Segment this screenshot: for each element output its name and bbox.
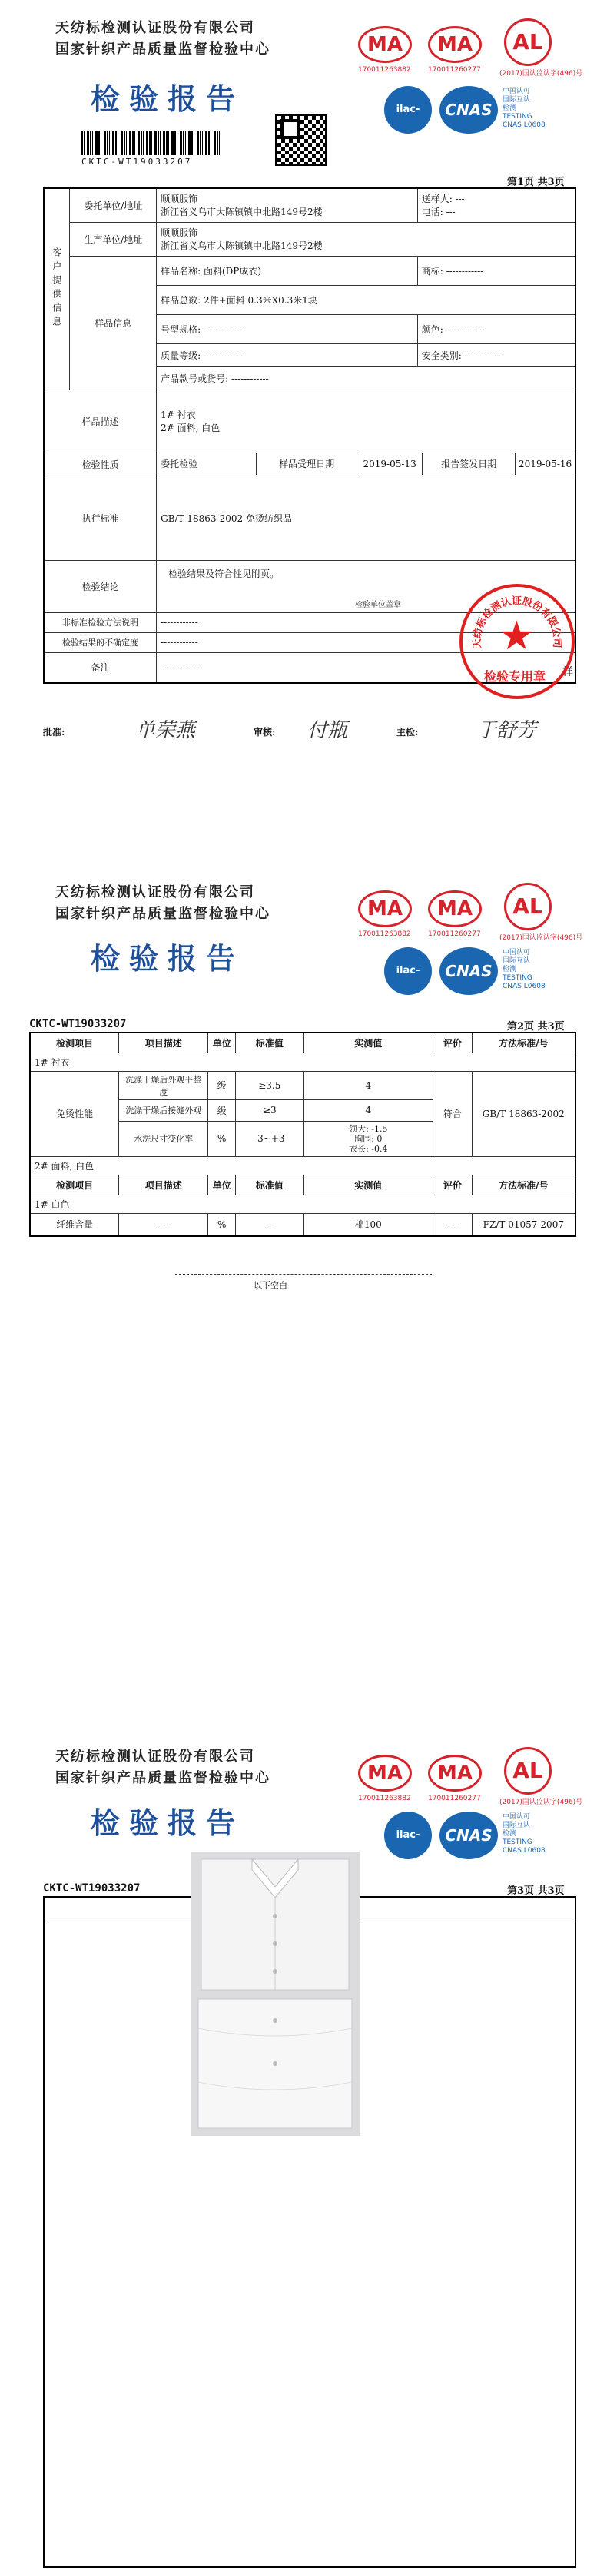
batch-label: 产品款号或货号: xyxy=(161,373,229,384)
item-std: ≥3 xyxy=(236,1099,304,1121)
remark-value: ------------ xyxy=(157,652,575,683)
safety-label: 安全类别: xyxy=(421,350,462,361)
col-header: 检测项目 xyxy=(30,1175,119,1195)
desc-line-1: 1# 衬衣 xyxy=(161,409,196,420)
org-name-line2: 国家针织产品质量监督检验中心 xyxy=(55,1770,270,1786)
cnas-line: TESTING xyxy=(503,974,532,982)
cma-logo: MA xyxy=(358,26,412,63)
cma-logo: MA xyxy=(358,890,412,927)
concl-value: 检验结果及符合性见附页。 xyxy=(168,568,280,579)
item-eval: 符合 xyxy=(433,1071,473,1156)
maker-label: 生产单位/地址 xyxy=(70,222,157,256)
cnas-text-block xyxy=(503,88,546,130)
std-label: 执行标准 xyxy=(44,476,157,560)
cma-number: 170011263882 xyxy=(358,930,411,938)
cma-number-2: 170011260277 xyxy=(428,1795,481,1802)
item-value: 领大: -1.5 胸围: 0 衣长: -0.4 xyxy=(304,1121,433,1156)
org-name-line1: 天纺标检测认证股份有限公司 xyxy=(55,20,255,36)
issue-date-label: 报告签发日期 xyxy=(423,453,516,475)
report-number: CKTC-WT19033207 xyxy=(29,1018,127,1030)
barcode xyxy=(81,131,220,155)
client-address: 浙江省义乌市大陈镇镇中北路149号2楼 xyxy=(161,207,323,218)
cnas-line: 检测 xyxy=(503,1830,517,1838)
approve-label: 批准: xyxy=(43,727,65,738)
cnas-logo: CNAS xyxy=(439,947,498,995)
cma-number: 170011263882 xyxy=(358,1795,411,1802)
blank-divider xyxy=(175,1274,432,1275)
item-name: 免烫性能 xyxy=(30,1071,119,1156)
results-table xyxy=(29,1032,576,1237)
issue-date-value: 2019-05-16 xyxy=(518,459,572,469)
col-header: 方法标准/号 xyxy=(472,1033,575,1053)
sample-name-label: 样品名称: xyxy=(161,265,201,277)
concl-label: 检验结论 xyxy=(44,560,157,612)
sender-label: 送样人: xyxy=(421,194,453,205)
cnas-line: 国际互认 xyxy=(503,1822,531,1829)
report-page-2 xyxy=(0,864,607,1402)
official-seal xyxy=(459,584,575,699)
col-header: 单位 xyxy=(208,1033,236,1053)
page-number: 第2页 共3页 xyxy=(507,1021,565,1033)
item-unit: % xyxy=(208,1121,236,1156)
cnas-text-block xyxy=(503,949,546,991)
org-name-line2: 国家针织产品质量监督检验中心 xyxy=(55,41,270,58)
ilac-mra-logo: ilac-MRA xyxy=(384,947,432,995)
main-inspector-label: 主检: xyxy=(396,727,419,738)
item-std: --- xyxy=(236,1213,304,1236)
nature-row xyxy=(157,453,575,476)
col-header: 标准值 xyxy=(236,1033,304,1053)
recv-date-value: 2019-05-13 xyxy=(357,453,423,475)
nature-label: 检验性质 xyxy=(44,453,157,476)
cma-logo-2: MA xyxy=(428,1755,482,1792)
page-number: 第3页 共3页 xyxy=(507,1885,565,1897)
item-std: -3~+3 xyxy=(236,1121,304,1156)
seal-date-label: 检验单位盖章 xyxy=(355,600,401,609)
cal-logo: AL xyxy=(504,1747,552,1795)
col-header: 评价 xyxy=(433,1033,473,1053)
review-label: 审核: xyxy=(254,727,276,738)
seal-ring-label: 天纺标检测认证股份有限公司 xyxy=(471,595,563,649)
report-title: 检验报告 xyxy=(91,1805,245,1840)
client-name: 顺顺服饰 xyxy=(161,194,198,205)
ilac-mra-logo: ilac-MRA xyxy=(384,86,432,134)
cnas-line: CNAS L0608 xyxy=(503,1847,546,1855)
org-name-line1: 天纺标检测认证股份有限公司 xyxy=(55,1749,255,1765)
cnas-logo: CNAS xyxy=(439,1812,498,1859)
maker-address: 浙江省义乌市大陈镇镇中北路149号2楼 xyxy=(161,240,323,251)
seal-bottom-text: 检验专用章 xyxy=(484,669,546,684)
org-name-line2: 国家针织产品质量监督检验中心 xyxy=(55,906,270,922)
cnas-line: 国际互认 xyxy=(503,96,531,104)
cnas-line: TESTING xyxy=(503,113,532,121)
cnas-line: 国际互认 xyxy=(503,957,531,965)
remark-label: 备注 xyxy=(44,652,157,683)
group-row-2: 2# 面料, 白色 xyxy=(30,1156,575,1175)
phone-value: --- xyxy=(446,207,456,218)
sample-photo xyxy=(191,1852,360,2136)
qr-code xyxy=(275,114,327,166)
approver-signature: 单荣燕 xyxy=(135,719,196,742)
sender-value: --- xyxy=(455,194,465,205)
col-header: 实测值 xyxy=(304,1033,433,1053)
sub-group-row: 1# 白色 xyxy=(30,1195,575,1213)
item-desc: 水洗尺寸变化率 xyxy=(119,1121,208,1156)
shirt-photo-illustration xyxy=(191,1852,360,2136)
cma-number-2: 170011260277 xyxy=(428,66,481,74)
maker-name: 顺顺服饰 xyxy=(161,227,198,238)
cal-number: (2017)国认监认字(496)号 xyxy=(499,1799,583,1806)
nonstd-label: 非标准检验方法说明 xyxy=(44,612,157,632)
sample-qty-value: 2件+面料 0.3米X0.3米1块 xyxy=(203,294,317,306)
item-desc: 洗涤干燥后外观平整度 xyxy=(119,1071,208,1099)
uncert-label: 检验结果的不确定度 xyxy=(44,632,157,652)
item-value: 棉100 xyxy=(304,1213,433,1236)
cnas-line: 检测 xyxy=(503,104,517,112)
item-unit: % xyxy=(208,1213,236,1236)
seal-star-icon: ★ xyxy=(499,613,535,659)
barcode-text: CKTC-WT19033207 xyxy=(81,157,193,167)
nonstd-value: ------------ xyxy=(157,612,575,632)
cal-number: (2017)国认监认字(496)号 xyxy=(499,70,583,78)
cnas-logo: CNAS xyxy=(439,86,498,134)
maker-cell xyxy=(157,222,575,256)
report-title: 检验报告 xyxy=(91,941,245,976)
std-value: GB/T 18863-2002 免烫纺织品 xyxy=(157,476,575,560)
item-value: 4 xyxy=(304,1071,433,1099)
desc-label: 样品描述 xyxy=(44,390,157,453)
ilac-mra-logo: ilac-MRA xyxy=(384,1812,432,1859)
cma-number-2: 170011260277 xyxy=(428,930,481,938)
uncert-value: ------------ xyxy=(157,632,575,652)
page-number: 第1页 共3页 xyxy=(507,177,565,188)
client-cell xyxy=(157,188,418,222)
brand-label: 商标: xyxy=(421,265,443,277)
cma-number: 170011263882 xyxy=(358,66,411,74)
main-inspector-signature: 于舒芳 xyxy=(476,719,537,742)
cal-number: (2017)国认监认字(496)号 xyxy=(499,934,583,942)
table-row xyxy=(30,1213,575,1236)
cnas-line: CNAS L0608 xyxy=(503,983,546,990)
item-method: FZ/T 01057-2007 xyxy=(472,1213,575,1236)
sender-cell xyxy=(417,188,575,222)
col-header: 标准值 xyxy=(236,1175,304,1195)
cnas-text-block xyxy=(503,1813,546,1855)
customer-info-group-label: 客户提供信息 xyxy=(44,188,70,390)
item-eval: --- xyxy=(433,1213,473,1236)
col-header: 检测项目 xyxy=(30,1033,119,1053)
table-row xyxy=(30,1071,575,1099)
item-desc: --- xyxy=(119,1213,208,1236)
col-header: 评价 xyxy=(433,1175,473,1195)
col-header: 项目描述 xyxy=(119,1175,208,1195)
report-title: 检验报告 xyxy=(91,81,245,116)
blank-below-label: 以下空白 xyxy=(254,1281,287,1291)
phone-label: 电话: xyxy=(421,207,443,218)
report-number: CKTC-WT19033207 xyxy=(43,1882,141,1895)
cma-logo-2: MA xyxy=(428,890,482,927)
item-value: 4 xyxy=(304,1099,433,1121)
cnas-line: TESTING xyxy=(503,1838,532,1846)
cal-logo: AL xyxy=(504,883,552,930)
cnas-line: 中国认可 xyxy=(503,949,531,956)
sample-info-label: 样品信息 xyxy=(70,256,157,390)
report-header xyxy=(0,864,607,1033)
cnas-line: 中国认可 xyxy=(503,1813,531,1821)
item-desc: 洗涤干燥后接缝外观 xyxy=(119,1099,208,1121)
color-label: 颜色: xyxy=(421,323,443,335)
report-page-3 xyxy=(0,1729,607,2576)
report-page-1 xyxy=(0,0,607,768)
color-value: ------------ xyxy=(446,323,484,335)
grade-label: 质量等级: xyxy=(161,350,201,361)
side-mark: 样 xyxy=(562,666,573,678)
desc-cell xyxy=(157,390,575,453)
reviewer-signature: 付瓶 xyxy=(307,719,348,742)
col-header: 单位 xyxy=(208,1175,236,1195)
item-name: 纤维含量 xyxy=(30,1213,119,1236)
col-header: 实测值 xyxy=(304,1175,433,1195)
col-header: 项目描述 xyxy=(119,1033,208,1053)
col-header: 方法标准/号 xyxy=(472,1175,575,1195)
safety-value: ------------ xyxy=(464,350,503,361)
report-header xyxy=(0,0,607,169)
cal-logo: AL xyxy=(504,18,552,66)
item-std: ≥3.5 xyxy=(236,1071,304,1099)
model-value: ------------ xyxy=(203,323,241,335)
cnas-line: 检测 xyxy=(503,966,517,973)
recv-date-label: 样品受理日期 xyxy=(257,453,357,475)
sample-qty-label: 样品总数: xyxy=(161,294,201,306)
client-label: 委托单位/地址 xyxy=(70,188,157,222)
cma-logo-2: MA xyxy=(428,26,482,63)
item-unit: 级 xyxy=(208,1071,236,1099)
cnas-line: CNAS L0608 xyxy=(503,121,546,129)
item-method: GB/T 18863-2002 xyxy=(472,1071,575,1156)
grade-value: ------------ xyxy=(203,350,241,361)
desc-line-2: 2# 面料, 白色 xyxy=(161,423,221,433)
cnas-line: 中国认可 xyxy=(503,88,531,95)
org-name-line1: 天纺标检测认证股份有限公司 xyxy=(55,884,255,900)
sample-name-value: 面料(DP成衣) xyxy=(203,265,262,277)
model-label: 号型规格: xyxy=(161,323,201,335)
brand-value: ------------ xyxy=(446,265,484,277)
item-unit: 级 xyxy=(208,1099,236,1121)
batch-value: ------------ xyxy=(231,373,269,384)
cma-logo: MA xyxy=(358,1755,412,1792)
nature-value: 委托检验 xyxy=(157,453,257,475)
group-row-1: 1# 衬衣 xyxy=(30,1053,575,1071)
